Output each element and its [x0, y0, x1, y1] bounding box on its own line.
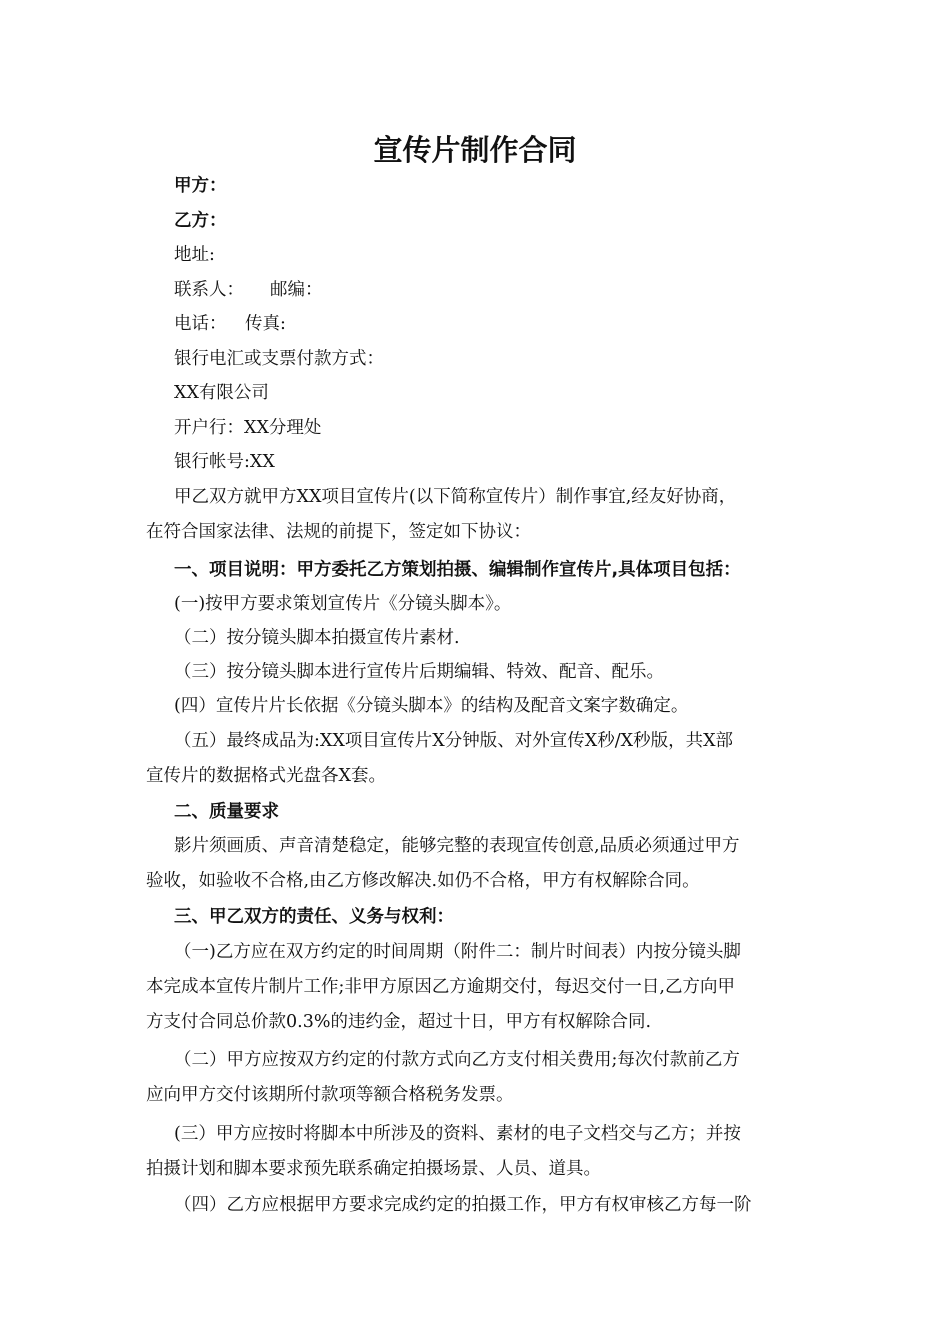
paragraph-line: （五）最终成品为:XX项目宣传片X分钟版、对外宣传X秒/X秒版，共X部	[174, 731, 734, 751]
paragraph-line: 方支付合同总价款0.3%的违约金，超过十日，甲方有权解除合同.	[146, 1012, 652, 1032]
party-a-label: 甲方：	[174, 176, 227, 196]
intro-line: 甲乙双方就甲方XX项目宣传片(以下简称宣传片）制作事宜,经友好协商，	[174, 487, 737, 507]
payment-method-label: 银行电汇或支票付款方式：	[174, 349, 384, 369]
bank-name: 开户行：XX分理处	[174, 418, 322, 438]
paragraph-line: 宣传片的数据格式光盘各X套。	[146, 766, 386, 786]
section-2-paragraph	[146, 829, 740, 899]
section-1-item: (四）宣传片片长依据《分镜头脚本》的结构及配音文案字数确定。	[174, 696, 689, 716]
section-1-item: （三）按分镜头脚本进行宣传片后期编辑、特效、配音、配乐。	[174, 662, 664, 682]
section-3-item-1	[146, 935, 741, 1040]
paragraph-line: （二）甲方应按双方约定的付款方式向乙方支付相关费用;每次付款前乙方	[174, 1050, 740, 1070]
paragraph-line: （四）乙方应根据甲方要求完成约定的拍摄工作，甲方有权审核乙方每一阶	[174, 1195, 752, 1215]
section-2-heading: 二、质量要求	[174, 802, 279, 822]
section-1-item: （二）按分镜头脚本拍摄宣传片素材.	[174, 628, 460, 648]
paragraph-line: 验收，如验收不合格,由乙方修改解决.如仍不合格，甲方有权解除合同。	[146, 871, 700, 891]
paragraph-line: 影片须画质、声音清楚稳定，能够完整的表现宣传创意,品质必须通过甲方	[174, 836, 740, 856]
paragraph-line: 应向甲方交付该期所付款项等额合格税务发票。	[146, 1085, 514, 1105]
contact-label: 联系人：	[174, 280, 244, 300]
company-name: XX有限公司	[174, 383, 269, 403]
section-1-item: (一)按甲方要求策划宣传片《分镜头脚本》。	[174, 594, 512, 614]
address-label: 地址:	[174, 245, 215, 265]
intro-line: 在符合国家法律、法规的前提下，签定如下协议：	[146, 522, 531, 542]
phone-label: 电话：	[174, 314, 227, 334]
section-3-item-2	[146, 1043, 740, 1113]
section-3-item-3	[146, 1117, 741, 1187]
postcode-label: 邮编：	[270, 280, 323, 300]
paragraph-line: 本完成本宣传片制片工作;非甲方原因乙方逾期交付，每迟交付一日,乙方向甲	[146, 977, 735, 997]
intro-paragraph	[146, 480, 736, 550]
paragraph-line: (三）甲方应按时将脚本中所涉及的资料、素材的电子文档交与乙方；并按	[174, 1124, 741, 1144]
bank-account: 银行帐号:XX	[174, 452, 275, 472]
document-title: 宣传片制作合同	[373, 133, 577, 167]
section-1-item-5	[146, 724, 733, 794]
fax-label: 传真:	[245, 314, 286, 334]
paragraph-line: （一)乙方应在双方约定的时间周期（附件二：制片时间表）内按分镜头脚	[174, 942, 741, 962]
paragraph-line: 拍摄计划和脚本要求预先联系确定拍摄场景、人员、道具。	[146, 1159, 601, 1179]
section-3-item-4	[146, 1188, 752, 1223]
party-b-label: 乙方：	[174, 211, 227, 231]
section-3-heading: 三、甲乙双方的责任、义务与权利：	[174, 907, 454, 927]
section-1-heading: 一、项目说明：甲方委托乙方策划拍摄、编辑制作宣传片,具体项目包括：	[174, 560, 741, 580]
